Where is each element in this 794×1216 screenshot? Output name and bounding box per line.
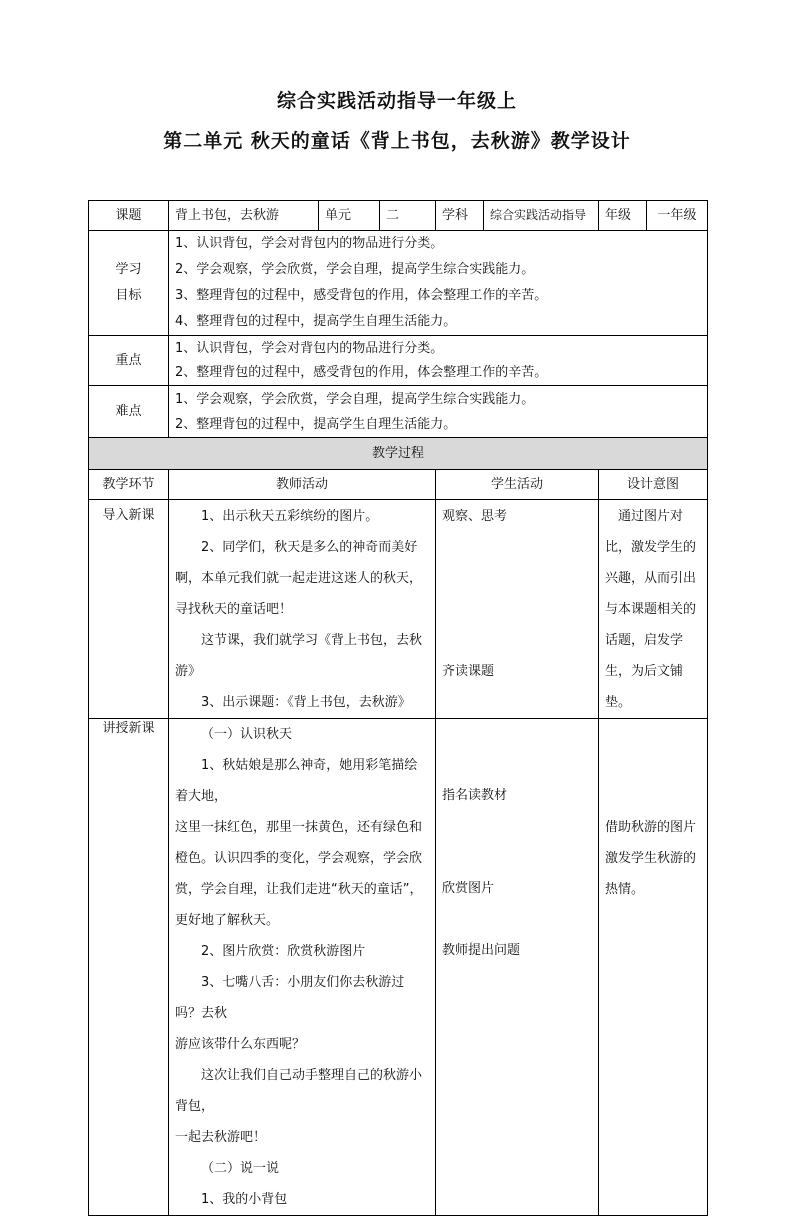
goals-row: [89, 231, 708, 336]
goal-item: 3、整理背包的过程中，感受背包的作用，体会整理工作的辛苦。: [175, 288, 548, 303]
goals-label-line2: 目标: [115, 288, 142, 303]
key-point-item: 2、整理背包的过程中，感受背包的作用，体会整理工作的辛苦。: [175, 364, 548, 380]
goals-label-line1: 学习: [115, 262, 142, 277]
key-point-item: 1、认识背包，学会对背包内的物品进行分类。: [175, 340, 444, 356]
goal-item: 1、认识背包，学会对背包内的物品进行分类。: [175, 236, 444, 251]
lecture-design-intent: [599, 719, 708, 1216]
lecture-teacher-line: 这次让我们自己动手整理自己的秋游小背包，: [175, 1068, 423, 1114]
lecture-student-line: 指名读教材: [442, 788, 508, 803]
lecture-student-line: 教师提出问题: [442, 943, 521, 958]
lecture-intent-text: 借助秋游的图片激发学生秋游的热情。: [605, 820, 697, 897]
intro-design-intent: [599, 500, 708, 719]
lecture-teacher-line: （一）认识秋天: [201, 727, 293, 742]
intro-teacher-line: 这节课，我们就学习《背上书包，去秋游》: [175, 633, 423, 679]
lecture-teacher-line: 这里一抹红色，那里一抹黄色，还有绿色和橙色。认识四季的变化，学会观察，学会欣赏，学会自理，让我们走进“秋天的童话”，更好地了解秋天。: [175, 820, 423, 928]
lecture-teacher-line: 一起去秋游吧！: [175, 1130, 267, 1145]
subject-label: 学科: [436, 201, 484, 231]
subject-value: 综合实践活动指导: [484, 201, 599, 231]
col-student-header: 学生活动: [436, 470, 599, 500]
lecture-teacher-line: 2、图片欣赏：欣赏秋游图片: [201, 944, 366, 959]
lecture-teacher-line: 1、我的小背包: [201, 1192, 288, 1207]
goals-content: [169, 231, 708, 336]
unit-label: 单元: [319, 201, 380, 231]
intro-stage-row: [89, 500, 708, 719]
col-stage-header: 教学环节: [89, 470, 169, 500]
intro-teacher-line: 1、出示秋天五彩缤纷的图片。: [201, 509, 379, 524]
intro-stage-label: 导入新课: [89, 500, 169, 719]
document-subtitle: 第二单元 秋天的童话《背上书包，去秋游》教学设计: [163, 130, 631, 152]
lecture-teacher-activity: [169, 719, 436, 1216]
key-points-content: [169, 336, 708, 386]
lesson-plan-table: [88, 200, 708, 1216]
goal-item: 2、学会观察，学会欣赏，学会自理，提高学生综合实践能力。: [175, 262, 535, 277]
goal-item: 4、整理背包的过程中，提高学生自理生活能力。: [175, 314, 457, 329]
goals-label: [89, 231, 169, 336]
lecture-teacher-line: 游应该带什么东西呢？: [175, 1037, 306, 1052]
intro-teacher-activity: [169, 500, 436, 719]
intro-student-line: 齐读课题: [442, 664, 495, 679]
process-columns-row: [89, 470, 708, 500]
intro-teacher-line: 2、同学们，秋天是多么的神奇而美好啊，本单元我们就一起走进这迷人的秋天，寻找秋天的童话吧！: [175, 540, 423, 617]
lecture-stage-row: [89, 719, 708, 1216]
key-points-row: [89, 336, 708, 386]
intro-teacher-line: 3、出示课题：《背上书包，去秋游》: [201, 695, 411, 710]
intro-intent-text: 通过图片对比，激发学生的兴趣，从而引出与本课题相关的话题，启发学生，为后文铺垫。: [605, 509, 697, 710]
lecture-teacher-line: 3、七嘴八舌：小朋友们你去秋游过吗？去秋: [175, 975, 405, 1021]
process-heading: 教学过程: [89, 438, 708, 470]
process-heading-row: [89, 438, 708, 470]
difficulty-item: 2、整理背包的过程中，提高学生自理生活能力。: [175, 416, 457, 432]
lecture-stage-label: 讲授新课: [89, 719, 169, 1216]
course-label: 课题: [89, 201, 169, 231]
lecture-student-line: 欣赏图片: [442, 881, 495, 896]
lecture-student-activity: [436, 719, 599, 1216]
unit-value: 二: [380, 201, 436, 231]
intro-student-activity: [436, 500, 599, 719]
difficulties-label: 难点: [89, 386, 169, 438]
key-points-label: 重点: [89, 336, 169, 386]
grade-label: 年级: [599, 201, 647, 231]
intro-student-line: 观察、思考: [442, 509, 508, 524]
difficulties-content: [169, 386, 708, 438]
document-title: 综合实践活动指导一年级上: [276, 90, 517, 112]
lecture-teacher-line: 1、秋姑娘是那么神奇，她用彩笔描绘着大地，: [175, 758, 418, 804]
col-intent-header: 设计意图: [599, 470, 708, 500]
difficulty-item: 1、学会观察，学会欣赏，学会自理，提高学生综合实践能力。: [175, 391, 535, 407]
info-row: [89, 201, 708, 231]
difficulties-row: [89, 386, 708, 438]
grade-value: 一年级: [647, 201, 708, 231]
col-teacher-header: 教师活动: [169, 470, 436, 500]
course-value: 背上书包，去秋游: [169, 201, 319, 231]
lecture-teacher-line: （二）说一说: [201, 1161, 280, 1176]
